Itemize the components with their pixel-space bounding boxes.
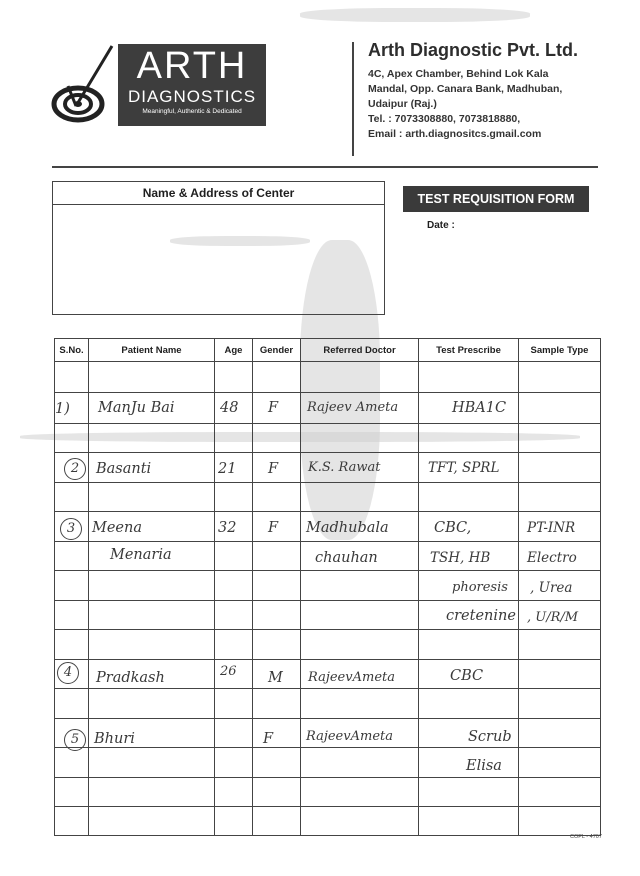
form-code: COPL - 4707 bbox=[570, 834, 602, 840]
table-row bbox=[55, 807, 601, 836]
row2-patient-name: Basanti bbox=[96, 461, 152, 477]
row3-age: 32 bbox=[218, 520, 237, 536]
row5-test-line1: Scrub bbox=[468, 729, 512, 745]
header-age: Age bbox=[215, 339, 253, 362]
phone-line: Tel. : 7073308880, 7073818880, bbox=[368, 113, 521, 125]
address-line: 4C, Apex Chamber, Behind Lok Kala bbox=[368, 68, 549, 80]
table-row bbox=[55, 362, 601, 393]
target-logo-icon bbox=[50, 40, 120, 130]
row5-patient-name: Bhuri bbox=[94, 731, 135, 747]
row3-gender: F bbox=[268, 520, 279, 536]
date-label: Date : bbox=[427, 220, 455, 231]
row3-sample-line1: PT-INR bbox=[527, 520, 576, 536]
row3-test-line1: CBC, bbox=[434, 520, 472, 536]
row5-test-line2: Elisa bbox=[466, 758, 502, 774]
form-title: TEST REQUISITION FORM bbox=[403, 186, 589, 212]
table-row bbox=[55, 571, 601, 601]
header-sample-type: Sample Type bbox=[519, 339, 601, 362]
row1-age: 48 bbox=[220, 400, 239, 416]
row5-doctor: RajeevAmeta bbox=[306, 729, 393, 744]
table-row bbox=[55, 689, 601, 719]
row1-patient-name: ManJu Bai bbox=[98, 400, 175, 416]
row3-test-line4: cretenine bbox=[446, 608, 516, 624]
company-name: Arth Diagnostic Pvt. Ltd. bbox=[368, 40, 579, 60]
row3-doctor-line2: chauhan bbox=[315, 550, 378, 566]
table-row bbox=[55, 748, 601, 778]
table-row bbox=[55, 600, 601, 630]
company-info bbox=[368, 40, 628, 142]
row2-test: TFT, SPRL bbox=[428, 460, 500, 476]
row2-sno: 2 bbox=[64, 458, 86, 480]
address-line: Mandal, Opp. Canara Bank, Madhuban, bbox=[368, 83, 563, 95]
logo-sub-text: DIAGNOSTICS bbox=[127, 87, 257, 106]
header-referred-doctor: Referred Doctor bbox=[301, 339, 419, 362]
table-row bbox=[55, 630, 601, 660]
row1-gender: F bbox=[268, 400, 279, 416]
logo-box bbox=[118, 44, 266, 126]
scan-noise bbox=[300, 8, 530, 22]
table-row bbox=[55, 482, 601, 512]
table-row bbox=[55, 777, 601, 807]
header-sno: S.No. bbox=[55, 339, 89, 362]
header-gender: Gender bbox=[253, 339, 301, 362]
email-line: Email : arth.diagnositcs.gmail.com bbox=[368, 128, 542, 140]
center-box-title: Name & Address of Center bbox=[53, 182, 384, 205]
row3-sno: 3 bbox=[60, 518, 82, 540]
row1-sno: 1) bbox=[55, 401, 70, 417]
row4-patient-name: Pradkash bbox=[96, 670, 165, 686]
row1-doctor: Rajeev Ameta bbox=[307, 400, 399, 415]
row2-doctor: K.S. Rawat bbox=[308, 460, 381, 475]
row1-test: HBA1C bbox=[452, 400, 507, 416]
logo-main-text: ARTH bbox=[136, 45, 248, 87]
header-patient-name: Patient Name bbox=[89, 339, 215, 362]
header-rule bbox=[52, 166, 598, 168]
table-header-row bbox=[55, 339, 601, 362]
row3-test-line3: phoresis bbox=[452, 580, 508, 595]
row4-sno: 4 bbox=[57, 662, 79, 684]
row3-sample-line4: , U/R/M bbox=[527, 610, 579, 625]
header-test-prescribe: Test Prescribe bbox=[419, 339, 519, 362]
company-logo bbox=[50, 40, 270, 130]
header-divider bbox=[352, 42, 354, 156]
logo-tagline: Meaningful, Authentic & Dedicated bbox=[142, 108, 242, 115]
row4-gender: M bbox=[268, 670, 283, 686]
row3-sample-line3: , Urea bbox=[530, 580, 573, 596]
row3-doctor-line1: Madhubala bbox=[306, 520, 389, 536]
row2-age: 21 bbox=[218, 461, 237, 477]
row2-gender: F bbox=[268, 461, 279, 477]
center-address-box bbox=[52, 181, 385, 315]
row4-doctor: RajeevAmeta bbox=[308, 670, 395, 685]
row3-patient-name-line1: Meena bbox=[92, 520, 142, 536]
address-line: Udaipur (Raj.) bbox=[368, 98, 437, 110]
table-row bbox=[55, 423, 601, 453]
row4-test: CBC bbox=[450, 668, 484, 684]
row3-patient-name-line2: Menaria bbox=[110, 547, 172, 563]
row5-sno: 5 bbox=[64, 729, 86, 751]
row3-sample-line2: Electro bbox=[527, 550, 577, 566]
row4-age: 26 bbox=[220, 664, 237, 679]
row3-test-line2: TSH, HB bbox=[430, 550, 491, 566]
row5-gender: F bbox=[263, 731, 274, 747]
